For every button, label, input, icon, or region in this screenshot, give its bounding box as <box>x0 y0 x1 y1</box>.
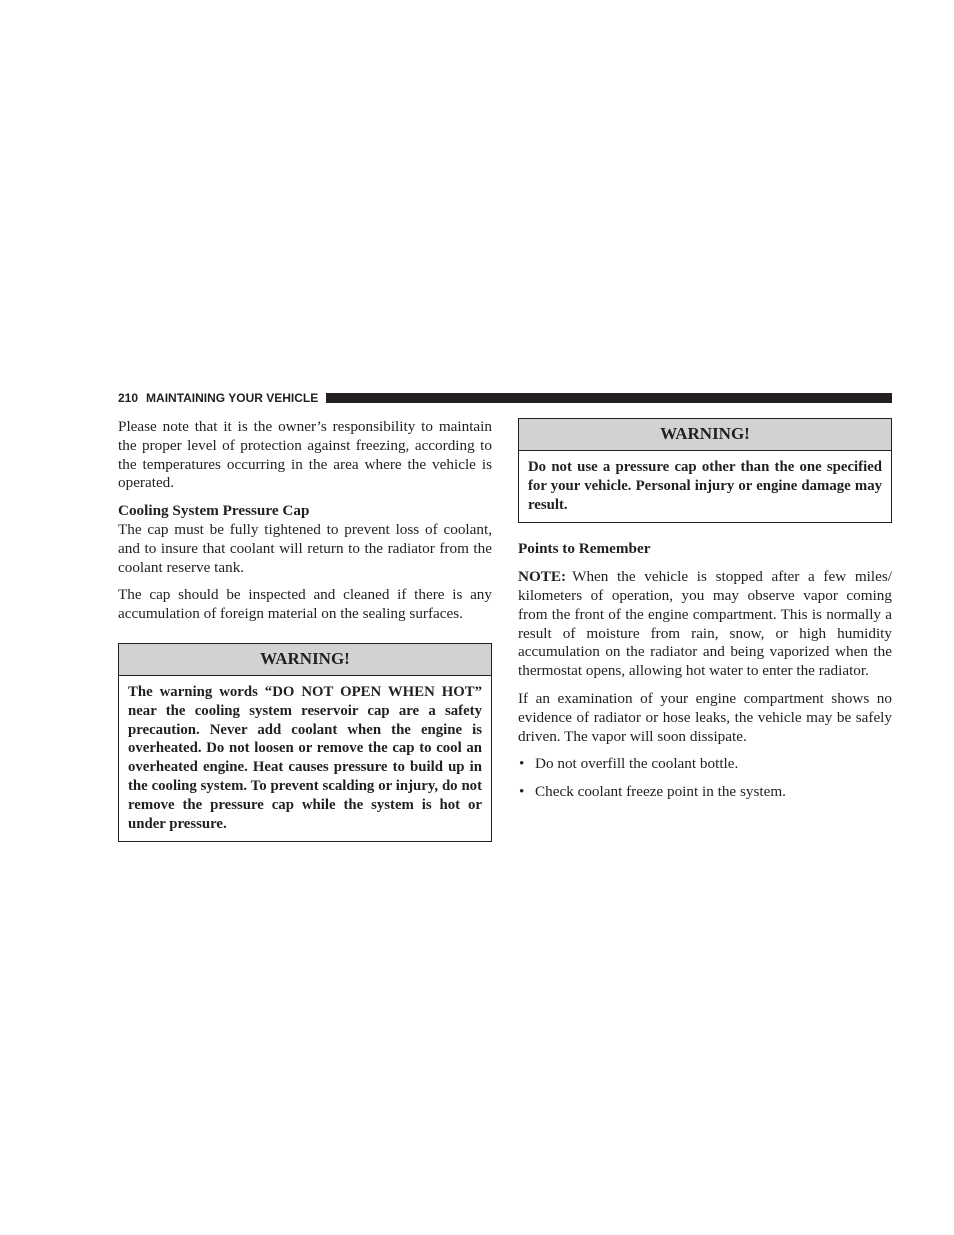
note-label: NOTE: <box>518 568 567 586</box>
warning-title: WARNING! <box>119 644 491 676</box>
examination-paragraph: If an examination of your engine compartment shows no evidence of radiator or hose leaks, the vehicle may be safely driven. The vapor will soon dissipate. <box>518 689 892 745</box>
note-paragraph <box>518 568 892 681</box>
note-text: When the vehicle is stopped after a few miles/ kilometers of operation, you may observe vapor coming from the front of the engine compartment. This is normally a result of moisture from rain, snow, or high humidity accumulation on the radiator and being vaporized when the thermostat opens, allowing hot water to enter the radiator. <box>518 568 892 680</box>
points-to-remember-heading: Points to Remember <box>518 540 651 558</box>
bullet-icon: • <box>519 783 525 801</box>
warning-text: The warning words “DO NOT OPEN WHEN HOT” near the cooling system reservoir cap are a safety precaution. Never add coolant when the engine is overheated. Do not loosen or remove the cap to cool an overheated engine. Heat causes pressure to build up in the cooling system. To prevent scalding or injury, do not remove the pressure cap while the system is hot or under pressure. <box>128 683 482 832</box>
page-header <box>118 390 892 405</box>
right-column <box>518 418 892 811</box>
page-number: 210 <box>118 390 139 405</box>
left-column <box>118 418 492 842</box>
list-item: • Check coolant freeze point in the system. <box>519 783 786 801</box>
warning-box-pressure-cap <box>518 418 892 523</box>
header-rule <box>326 393 892 403</box>
warning-box-hot-cap <box>118 643 492 842</box>
pressure-cap-heading: Cooling System Pressure Cap <box>118 502 310 520</box>
reminder-list <box>518 755 892 802</box>
list-item: • Do not overfill the coolant bottle. <box>519 755 739 773</box>
cap-tighten-paragraph: The cap must be fully tightened to prevent loss of coolant, and to insure that coolant will return to the radiator from the coolant reserve tank. <box>118 520 492 576</box>
cap-inspect-paragraph: The cap should be inspected and cleaned if there is any accumulation of foreign material on the sealing surfaces. <box>118 586 492 623</box>
warning-text: Do not use a pressure cap other than the one specified for your vehicle. Personal injury or engine damage may result. <box>528 459 882 513</box>
freeze-protection-paragraph: Please note that it is the owner’s responsibility to maintain the proper level of protection against freezing, according to the temperatures occurring in the area where the vehicle is operated. <box>118 418 492 492</box>
bullet-icon: • <box>519 755 525 773</box>
section-title: MAINTAINING YOUR VEHICLE <box>146 390 319 405</box>
warning-title: WARNING! <box>519 419 891 451</box>
